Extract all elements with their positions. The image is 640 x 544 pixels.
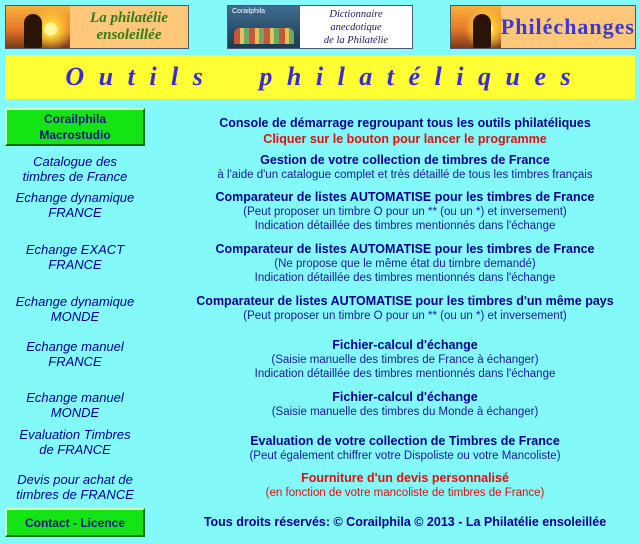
- banner-center-text: [300, 6, 412, 48]
- tool-detail: (Saisie manuelle des timbres de France à échanger): [271, 354, 539, 366]
- tool-heading: Fichier-calcul d'échange: [332, 390, 478, 404]
- tool-desc-echange-manuel-monde: [180, 389, 630, 419]
- contact-licence-label: Contact - Licence: [24, 515, 126, 530]
- banner-right-text: Philéchanges: [501, 6, 635, 48]
- thumb-label: Corailphila: [232, 8, 266, 15]
- tool-link-devis-achat[interactable]: [5, 472, 145, 502]
- tool-link-echange-manuel-france[interactable]: [5, 339, 145, 369]
- tool-detail: Indication détaillée des timbres mentionnés dans l'échange: [254, 220, 556, 232]
- tool-detail: (Peut proposer un timbre O pour un ** (ou un *) et inversement): [243, 206, 567, 218]
- tool-label-line: Echange dynamique: [15, 294, 135, 309]
- copyright-text: Tous droits réservés: © Corailphila © 2013 - La Philatélie ensoleillée: [203, 515, 607, 529]
- tool-heading: Comparateur de listes AUTOMATISE pour les timbres de France: [215, 190, 595, 204]
- console-description: [180, 115, 630, 147]
- tool-link-echange-exact-france[interactable]: [5, 242, 145, 272]
- tool-label-line: MONDE: [50, 309, 100, 324]
- title-bar: [5, 55, 635, 99]
- console-heading: Console de démarrage regroupant tous les outils philatéliques: [219, 116, 591, 130]
- banner-philatelie-ensoleillee[interactable]: [5, 5, 189, 49]
- macrostudio-line1: Corailphila: [43, 112, 106, 126]
- tool-label-line: Echange dynamique: [15, 190, 135, 205]
- tool-desc-catalogue-france: [180, 152, 630, 182]
- tool-desc-echange-dynamique-france: [180, 189, 630, 233]
- tool-detail: (Ne propose que le même état du timbre demandé): [274, 258, 536, 270]
- tool-detail: Indication détaillée des timbres mentionnés dans l'échange: [254, 368, 556, 380]
- tool-detail: (en fonction de votre mancoliste de timbres de France): [265, 487, 545, 499]
- coral-reef-image: [228, 6, 300, 48]
- banner-dictionnaire[interactable]: [227, 5, 413, 49]
- tool-label-line: Catalogue des: [33, 154, 117, 169]
- tool-link-evaluation-timbres-france[interactable]: [5, 427, 145, 457]
- tool-label-line: Devis pour achat de: [17, 472, 133, 487]
- banner-center-line3: de la Philatélie: [323, 34, 389, 46]
- tool-label-line: Echange manuel: [26, 339, 124, 354]
- banner-center-line1: Dictionnaire: [329, 8, 383, 20]
- banner-left-text: [70, 6, 188, 48]
- tool-desc-echange-exact-france: [180, 241, 630, 285]
- tool-link-echange-dynamique-monde[interactable]: [5, 294, 145, 324]
- banner-philechanges[interactable]: [450, 5, 636, 49]
- tool-heading: Fichier-calcul d'échange: [332, 338, 478, 352]
- tool-heading: Comparateur de listes AUTOMATISE pour les timbres d'un même pays: [196, 294, 614, 308]
- contact-licence-button[interactable]: [5, 508, 145, 537]
- tool-detail: Indication détaillée des timbres mentionnés dans l'échange: [254, 272, 556, 284]
- tool-label-line: FRANCE: [48, 257, 102, 272]
- tool-desc-evaluation-timbres-france: [180, 433, 630, 463]
- tool-label-line: MONDE: [50, 405, 100, 420]
- tool-label-line: Evaluation Timbres: [19, 427, 131, 442]
- page-title: O u t i l s p h i l a t é l i q u e s: [65, 62, 575, 91]
- tool-link-catalogue-france[interactable]: [5, 154, 145, 184]
- banner-left-line2: ensoleillée: [96, 27, 162, 43]
- tool-link-echange-dynamique-france[interactable]: [5, 190, 145, 220]
- tool-heading: Comparateur de listes AUTOMATISE pour les timbres de France: [215, 242, 595, 256]
- tool-label-line: timbres de FRANCE: [16, 487, 134, 502]
- sunset-image: [451, 6, 501, 48]
- tool-label-line: Echange EXACT: [25, 242, 125, 257]
- tool-heading: Evaluation de votre collection de Timbres de France: [250, 434, 560, 448]
- tool-heading: Gestion de votre collection de timbres de France: [260, 153, 550, 167]
- tool-desc-echange-manuel-france: [180, 337, 630, 381]
- tool-desc-devis-achat: [180, 471, 630, 500]
- tool-label-line: timbres de France: [22, 169, 128, 184]
- tool-label-line: de FRANCE: [39, 442, 111, 457]
- tool-link-echange-manuel-monde[interactable]: [5, 390, 145, 420]
- macrostudio-line2: Macrostudio: [39, 128, 111, 142]
- tool-label-line: FRANCE: [48, 354, 102, 369]
- banner-center-line2: anecdotique: [330, 21, 382, 33]
- tool-detail: à l'aide d'un catalogue complet et très détaillé de tous les timbres français: [217, 169, 593, 181]
- tool-label-line: Echange manuel: [26, 390, 124, 405]
- tool-detail: (Peut proposer un timbre O pour un ** (ou un *) et inversement): [243, 310, 567, 322]
- macrostudio-button[interactable]: [5, 108, 145, 146]
- tool-label-line: FRANCE: [48, 205, 102, 220]
- console-cta: Cliquer sur le bouton pour lancer le programme: [263, 132, 547, 146]
- tool-detail: (Peut également chiffrer votre Dispoliste ou votre Mancoliste): [249, 450, 561, 462]
- sunset-image: [6, 6, 70, 48]
- tool-heading: Fourniture d'un devis personnalisé: [301, 471, 509, 485]
- tool-detail: (Saisie manuelle des timbres du Monde à échanger): [271, 406, 539, 418]
- banner-left-line1: La philatélie: [90, 10, 168, 26]
- tool-desc-echange-dynamique-monde: [180, 293, 630, 323]
